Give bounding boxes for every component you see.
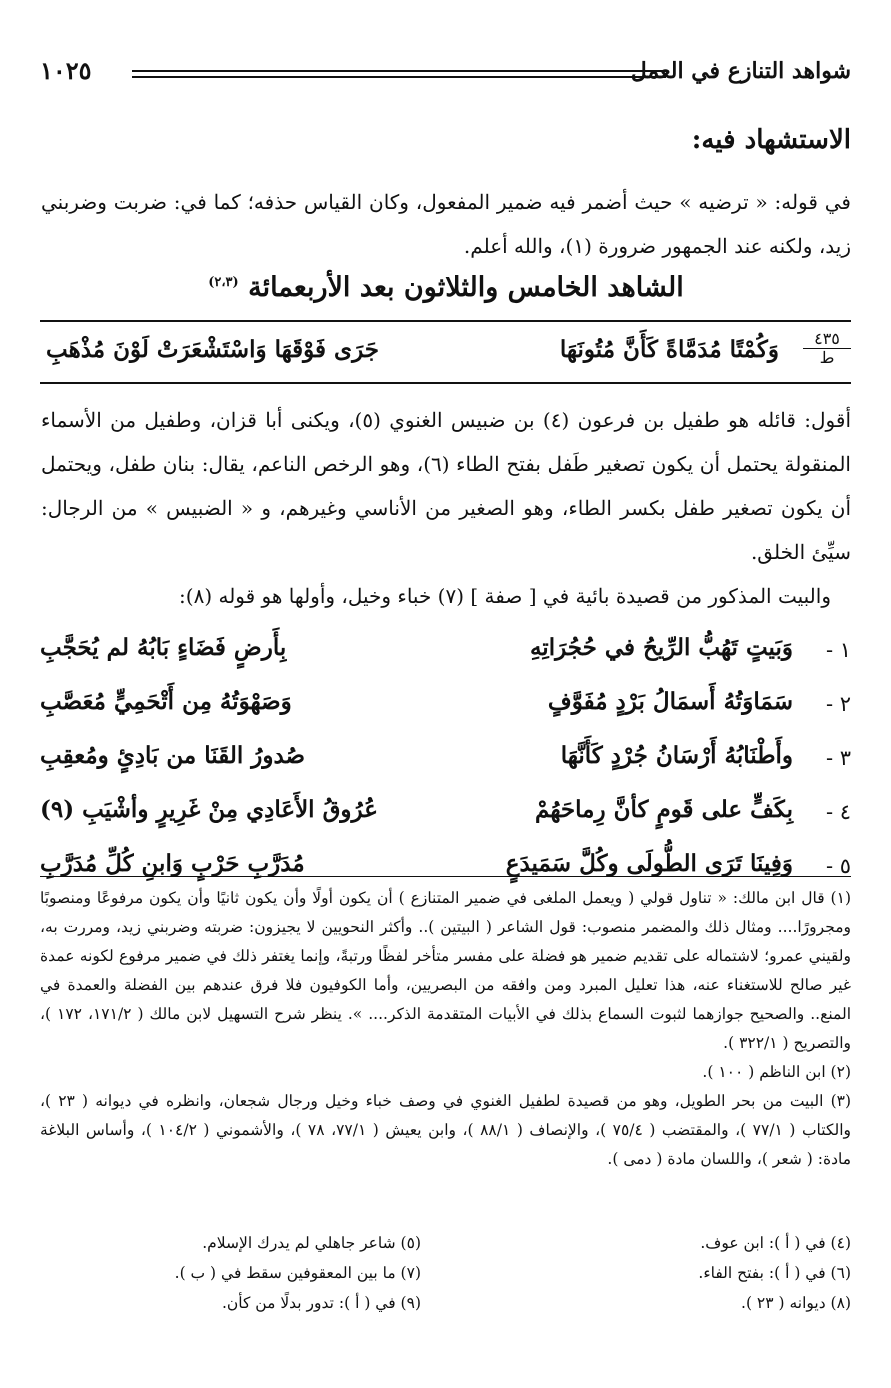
verse-number-block	[803, 330, 851, 367]
poem	[40, 628, 851, 898]
footnotes	[40, 884, 851, 1174]
poem-line-index: ٥ -	[825, 854, 851, 878]
poem-line-first: سَمَاوَتُهُ أَسمَالُ بَرْدٍ مُفَوَّفٍ	[547, 688, 793, 715]
short-footnote: (٤) في ( أ ): ابن عوف.	[700, 1234, 851, 1252]
header-double-rule	[132, 70, 666, 78]
poem-line-first: وَفِينَا تَرَى الطُّولَى وكُلَّ سَمَيدَعٍ	[505, 850, 793, 877]
verse-number: ٤٣٥	[803, 330, 851, 349]
witness-title-text: الشاهد الخامس والثلاثون بعد الأربعمائة	[248, 272, 684, 303]
short-footnote: (٧) ما بين المعقوفين سقط في ( ب ).	[174, 1264, 421, 1282]
short-footnote: (٩) في ( أ ): تدور بدلًا من كأن.	[221, 1294, 421, 1312]
witness-title-note: (٢،٣)	[208, 275, 239, 290]
verse-letter: ط	[819, 348, 835, 367]
short-footnotes	[40, 1228, 851, 1318]
hemistich-second: جَرَى فَوْقَهَا وَاسْتَشْعَرَتْ لَوْنَ مُذْهَبِ	[46, 336, 379, 363]
poem-line-first: وَبَيتٍ تَهُبُّ الرِّيحُ في حُجُرَاتِهِ	[529, 634, 793, 661]
poem-line-index: ٤ -	[825, 800, 851, 824]
intro-paragraph-text: في قوله: « ترضيه » حيث أضمر فيه ضمير المفعول، وكان القياس حذفه؛ كما في: ضربت وضربني زيد، ولكنه عند الجمهور ضرورة (١)، والله أعلم.	[41, 190, 851, 258]
poem-line-first: بِكَفٍّ على قَومٍ كأنَّ رِماحَهُمْ	[535, 796, 793, 823]
poem-line-index: ١ -	[825, 638, 851, 662]
body-paragraph-2: والبيت المذكور من قصيدة بائية في [ صفة ] (٧) خباء وخيل، وأولها هو قوله (٨):	[179, 584, 831, 608]
poem-line-first: وأَطْنَابُهُ أَرْسَانُ جُرْدٍ كَأَنَّهَا	[560, 742, 793, 769]
short-footnote-row	[40, 1258, 851, 1288]
poem-line-index: ٢ -	[825, 692, 851, 716]
witness-title	[41, 272, 851, 303]
poem-line-second: مُدَرَّبِ حَرْبٍ وَابنِ كُلِّ مُدَرَّبِ	[40, 850, 305, 877]
poem-line	[40, 790, 851, 844]
body-paragraphs	[41, 398, 851, 618]
poem-line-second: عُرُوقُ الأَعَادِي مِنْ غَرِيرٍ وأشْيَبِ (٩)	[40, 796, 378, 823]
poem-line-index: ٣ -	[825, 746, 851, 770]
hemistich-first: وَكُمْتًا مُدَمَّاةً كَأَنَّ مُتُونَهَا	[559, 336, 779, 363]
poem-line	[40, 736, 851, 790]
footnote-3: (٣) البيت من بحر الطويل، وهو من قصيدة لطفيل الغنوي في وصف خباء وخيل ورجال شجعان، وانظره في ديوانه ( ٢٣ )، والكتاب ( ٧٧/١ )، والمقتضب ( ٧٥/٤ )، والإنصاف ( ٨٨/١ )، وابن يعيش ( ٧٧/١، ٧٨ )، والأشموني ( ١٠٤/٢ )، وأساس البلاغة مادة: ( شعر )، واللسان مادة ( دمى ).	[40, 1092, 852, 1168]
poem-line-second: صُدورُ القَنَا من بَادِئٍ ومُعقِبِ	[40, 742, 306, 769]
poem-line-second: بِأَرضٍ فَضَاءٍ بَابُهُ لم يُحَجَّبِ	[40, 634, 287, 661]
short-footnote: (٥) شاعر جاهلي لم يدرك الإسلام.	[202, 1234, 421, 1252]
section-heading: الاستشهاد فيه:	[691, 125, 851, 155]
short-footnote-row	[40, 1288, 851, 1318]
footnote-2: (٢) ابن الناظم ( ١٠٠ ).	[702, 1063, 851, 1081]
page-header	[40, 58, 851, 92]
footnote-1: (١) قال ابن مالك: « تناول قولي ( ويعمل الملغى في ضمير المتنازع ) أن يكون أولًا وأن يكون ثانيًا وأن يكون مرفوعًا ومنصوبًا ومجرورًا.... ومثال ذلك والمضمر منصوب: قول الشاعر ( البيتين ).. وأكثر النحويين لا يجيزون: ضربته وضربني زيد، ومررت به، ولقيني عمرو؛ لاشتماله على تقديم ضمير هو فضلة على مفسر متأخر لفظًا ورتبةً، وإنما يغتفر ذلك في ضمير مرفوع لكونه عمدة غير صالح للاستغناء عنه، هذا تعليل المبرد ومن وافقه من البصريين، وأما الكوفيون فلا فرق عندهم بين الفضلة والعمدة في المنع.. والصحيح جوازهما لثبوت السماع بذلك في الأبيات المتقدمة الذكر.... ». ينظر شرح التسهيل لابن مالك ( ١٧١/٢، ١٧٢ )، والتصريح ( ٣٢٢/١ ).	[40, 889, 852, 1052]
running-title: شواهد التنازع في العمل	[630, 58, 851, 84]
body-paragraph-1: أقول: قائله هو طفيل بن فرعون (٤) بن ضبيس الغنوي (٥)، ويكنى أبا قزان، وطفيل من الأسماء المنقولة يحتمل أن يكون تصغير طَفل بفتح الطاء (٦)، وهو الرخص الناعم، يقال: بنان طفل، ويحتمل أن يكون تصغير طفل بكسر الطاء، وهو الصغير من الأناسي وغيرهم، و « الضبيس » من الرجال: سيِّئ الخلق.	[41, 408, 851, 564]
poem-line	[40, 682, 851, 736]
short-footnote: (٨) ديوانه ( ٢٣ ).	[741, 1294, 851, 1312]
short-footnote: (٦) في ( أ ): بفتح الفاء.	[698, 1264, 851, 1282]
short-footnote-row	[40, 1228, 851, 1258]
witness-verse	[40, 320, 851, 384]
page-number: ١٠٢٥	[40, 56, 92, 85]
poem-line	[40, 628, 851, 682]
poem-line-second: وَصَهْوَتُهُ مِن أَتْحَمِيٍّ مُعَصَّبِ	[40, 688, 292, 715]
footnote-divider	[40, 876, 851, 877]
intro-paragraph	[41, 180, 851, 268]
